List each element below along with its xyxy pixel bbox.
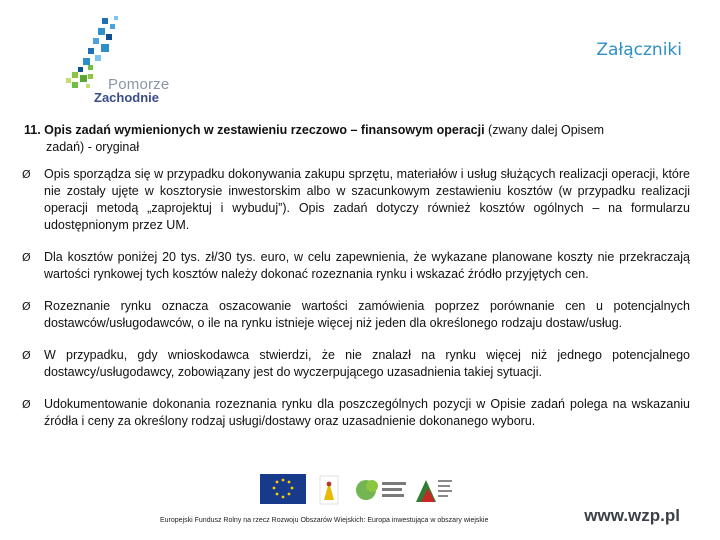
heading-continuation: zadań) - oryginał [46, 140, 140, 154]
arrow-bullet-icon: Ø [22, 168, 31, 181]
eu-flag-icon [260, 474, 306, 504]
heading-tail: (zwany dalej Opisem [484, 123, 605, 137]
list-item [22, 249, 690, 283]
list-item [22, 347, 690, 381]
list-item-text: Udokumentowanie dokonania rozeznania rynku dla poszczególnych pozycji w Opisie zadań polega na wskazaniu źródła i ceny za określony rodzaj usługi/dostawy oraz uzasadnienie dokonanego wyboru. [44, 397, 690, 428]
list-item-text: Rozeznanie rynku oznacza oszacowanie wartości zamówienia poprzez porównanie cen u potencjalnych dostawców/usługodawców, o ile na rynku istnieje więcej niż jeden dla określonego rodzaju dostaw/usług. [44, 299, 690, 330]
list-item-text: Dla kosztów poniżej 20 tys. zł/30 tys. euro, w celu zapewnienia, że wykazane planowane koszty nie przekraczają wartości rynkowej tych kosztów należy dokonać rozeznania rynku i wskazać źródło przyjętych cen. [44, 250, 690, 281]
list-item-text: W przypadku, gdy wnioskodawca stwierdzi, że nie znalazł na rynku więcej niż jednego potencjalnego dostawcy/usługodawcy, zobowiązany jest do wyczerpującego uzasadnienia takiej sytuacji. [44, 348, 690, 379]
prow-logo-icon [416, 480, 452, 502]
list-item [22, 166, 690, 234]
arrow-bullet-icon: Ø [22, 398, 31, 411]
leader-logo-icon [320, 476, 338, 504]
arrow-bullet-icon: Ø [22, 300, 31, 313]
website-address[interactable]: www.wzp.pl [584, 506, 680, 525]
brand-name-line1: Pomorze [108, 76, 170, 93]
heading-bold-text: Opis zadań wymienionych w zestawieniu rzeczowo – finansowym operacji [44, 123, 485, 137]
list-item [22, 396, 690, 430]
page-heading [24, 122, 684, 156]
section-title: Załączniki [596, 40, 682, 60]
eu-fund-caption: Europejski Fundusz Rolny na rzecz Rozwoju Obszarów Wiejskich: Europa inwestująca w obszary wiejskie [160, 517, 489, 524]
brand-name-line2: Zachodnie [94, 90, 160, 105]
arrow-bullet-icon: Ø [22, 349, 31, 362]
list-item [22, 298, 690, 332]
arrow-bullet-icon: Ø [22, 251, 31, 264]
bullet-list [22, 166, 690, 445]
heading-number: 11. [24, 123, 41, 137]
list-item-text: Opis sporządza się w przypadku dokonywania zakupu sprzętu, materiałów i usług służących realizacji operacji, które nie zostały ujęte w kosztorysie inwestorskim albo w szacunkowym zestawieniu kosztów (w przypadku realizacji operacji metodą „zaprojektuj i wybuduj”). Opis zadań dotyczy również kosztów ogólnych – na formularzu udostępnionym przez UM. [44, 167, 690, 232]
ksow-logo-icon [356, 480, 406, 500]
partner-logos [258, 472, 458, 512]
